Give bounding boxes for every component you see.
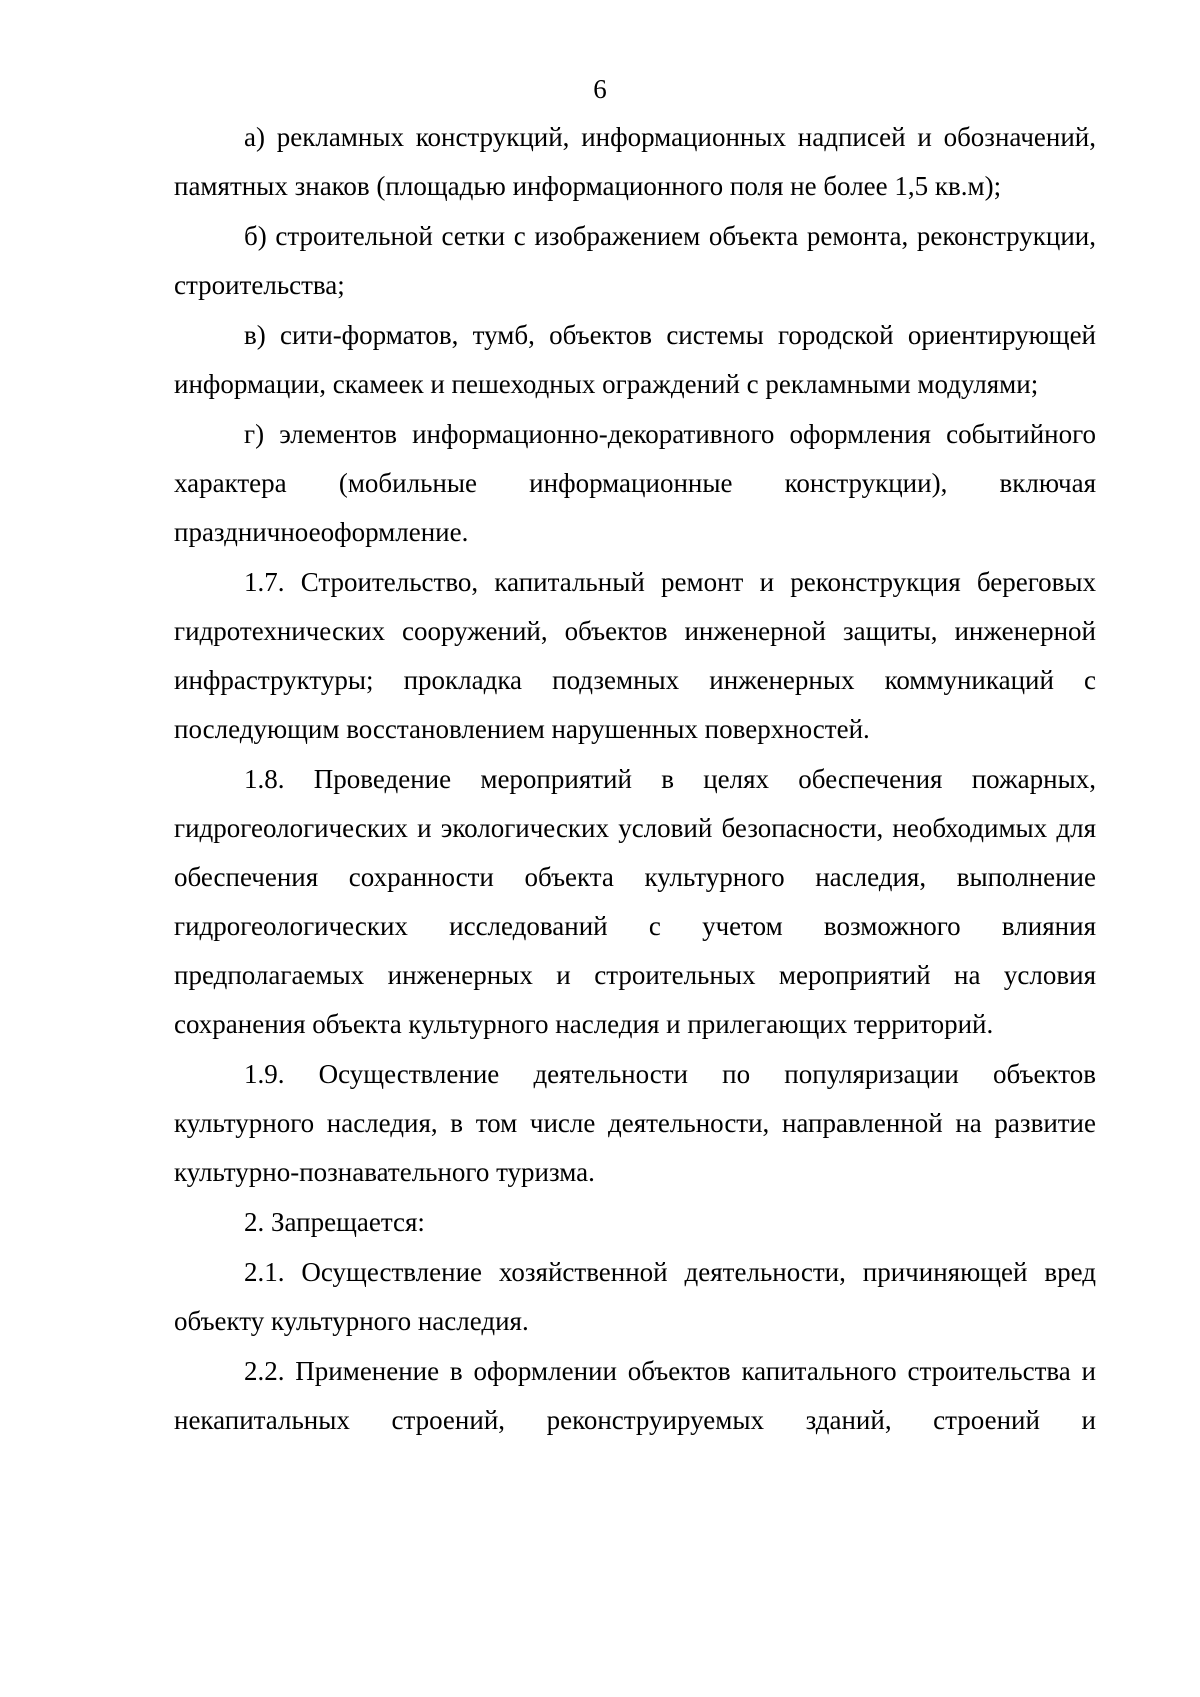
paragraph-g: г) элементов информационно-декоративного оформления событийного характера (мобильные информационные конструкции), включая праздничноеоформление. bbox=[174, 419, 1096, 547]
paragraph-b: б) строительной сетки с изображением объекта ремонта, реконструкции, строительства; bbox=[174, 221, 1096, 300]
paragraph-a: а) рекламных конструкций, информационных надписей и обозначений, памятных знаков (площадью информационного поля не более 1,5 кв.м); bbox=[174, 122, 1096, 201]
paragraph-1-8: 1.8. Проведение мероприятий в целях обеспечения пожарных, гидрогеологических и экологических условий безопасности, необходимых для обеспечения сохранности объекта культурного наследия, выполнение гидрогеологических исследований с учетом возможного влияния предполагаемых инженерных и строительных мероприятий на условия сохранения объекта культурного наследия и прилегающих территорий. bbox=[174, 764, 1096, 1039]
paragraph-1-7: 1.7. Строительство, капитальный ремонт и реконструкция береговых гидротехнических сооружений, объектов инженерной защиты, инженерной инфраструктуры; прокладка подземных инженерных коммуникаций с последующим восстановлением нарушенных поверхностей. bbox=[174, 567, 1096, 744]
document-body bbox=[174, 113, 1096, 1446]
page-number: 6 bbox=[593, 74, 607, 104]
paragraph-2-1: 2.1. Осуществление хозяйственной деятельности, причиняющей вред объекту культурного наследия. bbox=[174, 1257, 1096, 1336]
paragraph-2-2: 2.2. Применение в оформлении объектов капитального строительства и некапитальных строений, реконструируемых зданий, строений и bbox=[174, 1356, 1096, 1435]
paragraph-v: в) сити-форматов, тумб, объектов системы городской ориентирующей информации, скамеек и пешеходных ограждений с рекламными модулями; bbox=[174, 320, 1096, 399]
paragraph-2: 2. Запрещается: bbox=[244, 1207, 425, 1237]
paragraph-1-9: 1.9. Осуществление деятельности по популяризации объектов культурного наследия, в том числе деятельности, направленной на развитие культурно-познавательного туризма. bbox=[174, 1059, 1096, 1187]
